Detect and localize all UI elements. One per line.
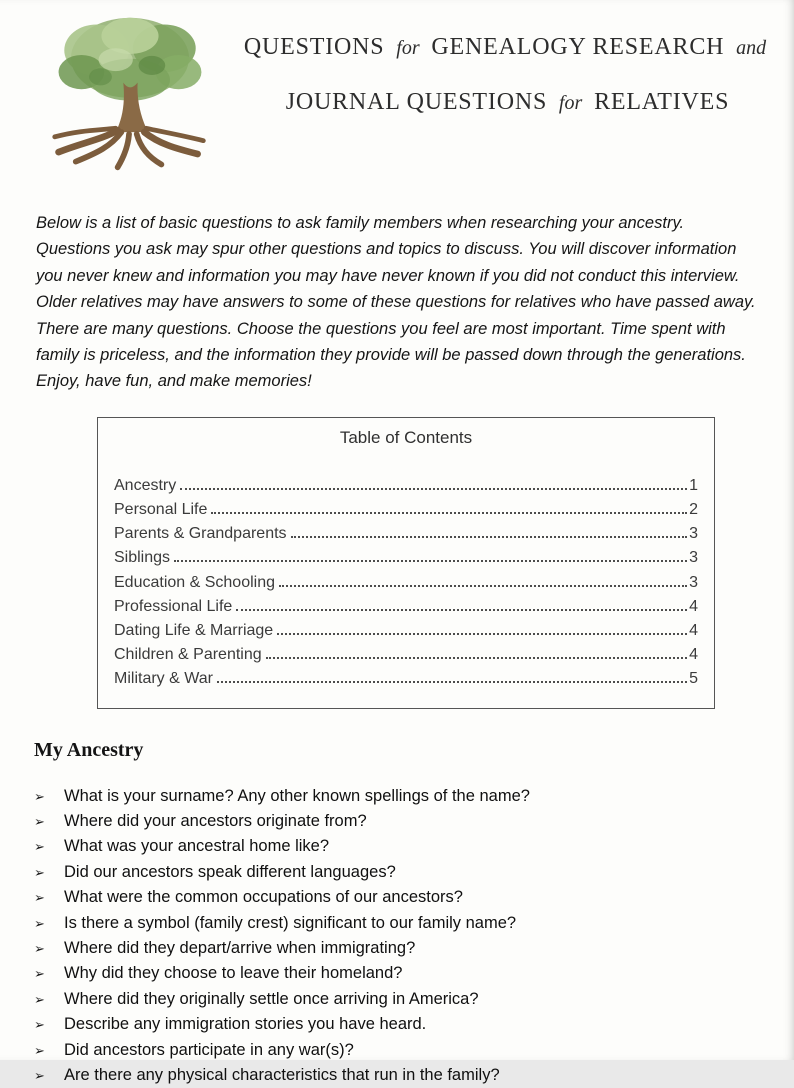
- title-text: RELATIVES: [594, 89, 730, 115]
- arrow-bullet-icon: ➢: [34, 1017, 45, 1033]
- tree-logo: [30, 8, 235, 186]
- toc-leader-dots: [266, 657, 687, 659]
- toc-leader-dots: [211, 512, 687, 514]
- toc-leader-dots: [279, 585, 687, 587]
- question-text: Where did they depart/arrive when immigrating?: [64, 939, 416, 957]
- title-script-word: for: [558, 92, 583, 114]
- question-text: Did ancestors participate in any war(s)?: [64, 1040, 354, 1059]
- title-line-2: [235, 89, 780, 116]
- arrow-bullet-icon: ➢: [34, 941, 45, 956]
- question-item: [34, 834, 794, 859]
- toc-entry-label: Parents & Grandparents: [114, 525, 287, 543]
- arrow-bullet-icon: ➢: [34, 966, 45, 982]
- toc-entry-label: Military & War: [114, 670, 213, 688]
- toc-entry: [114, 595, 698, 619]
- toc-entry-label: Education & Schooling: [114, 573, 275, 591]
- question-text: Did our ancestors speak different languages?: [64, 862, 396, 881]
- question-item: [34, 987, 794, 1012]
- question-text: What were the common occupations of our ancestors?: [64, 888, 463, 907]
- toc-leader-dots: [174, 560, 687, 562]
- question-text: Describe any immigration stories you have heard.: [64, 1015, 427, 1034]
- toc-leader-dots: [217, 681, 687, 683]
- question-text: Where did your ancestors originate from?: [64, 811, 367, 830]
- arrow-bullet-icon: ➢: [34, 864, 45, 880]
- title-text: GENEALOGY RESEARCH: [431, 34, 725, 60]
- arrow-bullet-icon: ➢: [34, 1042, 45, 1058]
- toc-entry-label: Ancestry: [114, 476, 177, 494]
- arrow-bullet-icon: ➢: [34, 788, 45, 804]
- question-text: Is there a symbol (family crest) significant to our family name?: [64, 913, 517, 932]
- toc-entry: [114, 498, 698, 522]
- arrow-bullet-icon: ➢: [34, 839, 45, 855]
- toc-page-number: 4: [689, 621, 698, 639]
- question-item: [34, 936, 794, 961]
- toc-page-number: 5: [689, 670, 698, 688]
- toc-entry: [114, 474, 698, 498]
- toc-entry: [114, 667, 698, 691]
- toc-entry: [114, 619, 698, 643]
- toc-entry: [114, 546, 698, 570]
- toc-entry: [114, 522, 698, 546]
- toc-entry-label: Siblings: [114, 549, 171, 567]
- questions-list: [34, 784, 794, 1088]
- toc-leader-dots: [236, 609, 687, 611]
- title-script-word: for: [396, 37, 420, 59]
- question-item: [34, 911, 794, 936]
- title-text: QUESTIONS: [243, 34, 385, 60]
- toc-page-number: 3: [689, 549, 698, 567]
- arrow-bullet-icon: ➢: [34, 915, 45, 931]
- arrow-bullet-icon: ➢: [34, 890, 45, 906]
- toc-entry-label: Dating Life & Marriage: [114, 621, 274, 639]
- document-header: [0, 0, 794, 186]
- question-item: [34, 1038, 794, 1063]
- intro-paragraph: Below is a list of basic questions to ask family members when researching your ancestry. Questions you ask may spur other questions and topics to discuss. You will discover information you never knew and information you may have never known if you did not conduct this interview. Older relatives may have answers to some of these questions for relatives who have passed away. There are many questions. Choose the questions you feel are most important. Time spent with family is priceless, and the information they provide will be passed down through the generations. Enjoy, have fun, and make memories!: [36, 214, 756, 391]
- table-of-contents: [97, 417, 715, 709]
- toc-page-number: 4: [689, 646, 698, 664]
- toc-entry-label: Children & Parenting: [114, 646, 262, 664]
- question-item: [34, 885, 794, 910]
- question-item: [34, 961, 794, 986]
- question-text: Where did they originally settle once arriving in America?: [64, 989, 479, 1008]
- toc-leader-dots: [180, 488, 687, 490]
- toc-page-number: 3: [689, 573, 698, 591]
- toc-leader-dots: [291, 536, 688, 538]
- title-script-word: and: [736, 37, 767, 59]
- question-item: [34, 1063, 794, 1088]
- question-item: [34, 860, 794, 885]
- toc-entry: [114, 643, 698, 667]
- toc-page-number: 3: [689, 525, 698, 543]
- section-heading: My Ancestry: [34, 738, 144, 761]
- question-text: What was your ancestral home like?: [64, 837, 330, 856]
- toc-entry-label: Personal Life: [114, 500, 208, 518]
- title-text: JOURNAL QUESTIONS: [285, 89, 548, 115]
- title-block: [235, 8, 780, 186]
- question-item: [34, 809, 794, 834]
- title-line-1: [235, 34, 780, 61]
- toc-entry: [114, 571, 698, 595]
- toc-page-number: 4: [689, 597, 698, 615]
- question-text: What is your surname? Any other known spellings of the name?: [64, 786, 530, 805]
- question-text: Are there any physical characteristics that run in the family?: [64, 1066, 500, 1085]
- toc-entry-label: Professional Life: [114, 597, 233, 615]
- question-item: [34, 1012, 794, 1037]
- toc-leader-dots: [277, 633, 687, 635]
- question-text: Why did they choose to leave their homeland?: [64, 964, 403, 983]
- arrow-bullet-icon: ➢: [34, 1068, 45, 1084]
- arrow-bullet-icon: ➢: [34, 813, 45, 829]
- question-item: [34, 784, 794, 809]
- arrow-bullet-icon: ➢: [34, 991, 45, 1007]
- toc-title: Table of Contents: [339, 427, 473, 447]
- toc-page-number: 1: [689, 476, 698, 494]
- tree-icon: [30, 8, 230, 180]
- toc-page-number: 2: [689, 500, 698, 518]
